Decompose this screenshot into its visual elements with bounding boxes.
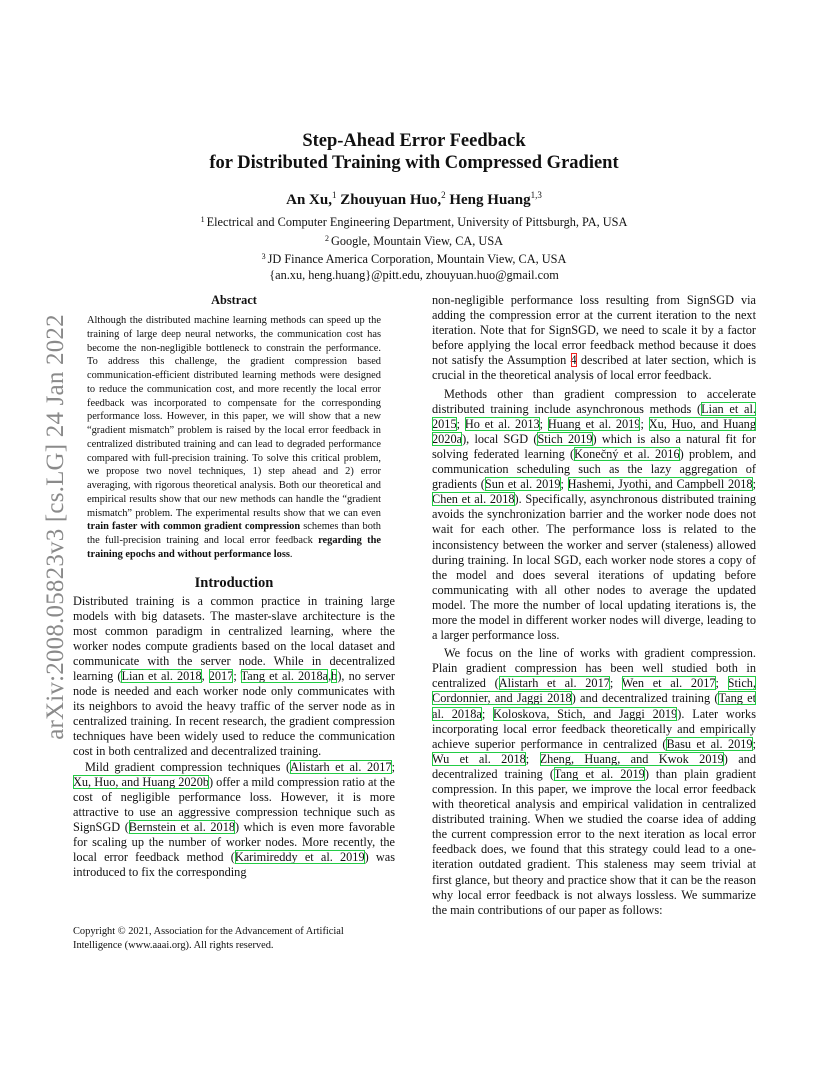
- text-run: ;: [752, 736, 756, 751]
- text-run: Methods other than gradient compression to accelerate distributed training include asynchronous methods (: [432, 386, 756, 416]
- text-run: ) than plain gradient compression. In this paper, we improve the local error feedback with theoretical analysis and empirical validation in centralized distributed training. When we studied the coarse idea of adding the current compression error to the next iteration as local error feedback does, we found that this strategy could lead to a one-iteration outdated gradient. This staleness may seem trivial at first glance, but theory and practice show that it can be the reason why local error feedback is not always lossless. We summarize the main contributions of our paper as follows:: [432, 766, 757, 917]
- affiliation-1-text: Electrical and Computer Engineering Department, University of Pittsburgh, PA, USA: [206, 215, 628, 229]
- text-run: ), local SGD (: [462, 431, 538, 446]
- right-column: [432, 293, 756, 918]
- author-2-affil-mark: 2: [441, 190, 446, 200]
- citation-link[interactable]: Ho et al. 2013: [464, 416, 540, 431]
- affil-mark-3: 3: [261, 252, 266, 261]
- text-run: ) which is even more favorable for scaling up the number of worker nodes. More recently, the local error feedback method (: [73, 819, 395, 865]
- right-paragraph-1: [432, 293, 756, 384]
- abstract-part: schemes than both the full-precision training and local error feedback: [87, 521, 381, 546]
- author-3: Heng Huang: [449, 192, 531, 208]
- text-run: ;: [391, 759, 395, 774]
- citation-link[interactable]: Tang et al. 2018a: [240, 668, 329, 683]
- citation-link[interactable]: Lian et al. 2018: [121, 668, 202, 683]
- affiliation-2-text: Google, Mountain View, CA, USA: [330, 233, 504, 248]
- assumption-reference-link[interactable]: 4: [570, 353, 577, 368]
- author-2: Zhouyuan Huo,: [340, 192, 442, 208]
- intro-paragraph-1: [73, 594, 395, 760]
- affiliations: [120, 212, 708, 283]
- text-run: ). Later works incorporating local error feedback theoretically and empirically achieve superior performance in centralized (: [432, 706, 756, 751]
- citation-link[interactable]: Karimireddy et al. 2019: [234, 850, 365, 865]
- affiliation-3-text: JD Finance America Corporation, Mountain View, CA, USA: [267, 252, 567, 266]
- citation-link[interactable]: b: [331, 668, 338, 683]
- left-column: [73, 293, 395, 880]
- citation-link[interactable]: Koloskova, Stich, and Jaggi 2019: [493, 706, 678, 721]
- citation-link[interactable]: Xu, Huo, and Huang 2020a: [432, 416, 756, 446]
- text-run: ;: [609, 676, 622, 691]
- text-run: ) which is also a natural fit for solving federated learning (: [432, 431, 757, 461]
- affil-mark-1: 1: [200, 215, 205, 224]
- text-run: ;: [640, 416, 649, 431]
- citation-link[interactable]: Stich 2019: [537, 431, 593, 446]
- text-run: ;: [456, 416, 465, 431]
- citation-link[interactable]: Konečný et al. 2016: [574, 446, 680, 461]
- citation-link[interactable]: Bernstein et al. 2018: [128, 819, 235, 834]
- citation-link[interactable]: Stich, Cordonnier, and Jaggi 2018: [432, 676, 757, 706]
- text-run: ) and decentralized training (: [432, 751, 756, 781]
- text-run: ;: [715, 676, 728, 691]
- affil-mark-2: 2: [324, 233, 329, 243]
- citation-link[interactable]: Chen et al. 2018: [432, 492, 515, 507]
- citation-link[interactable]: Wu et al. 2018: [432, 751, 526, 766]
- text-run: ,: [201, 668, 209, 683]
- right-paragraph-2: [432, 387, 756, 644]
- text-run: ;: [539, 416, 548, 431]
- text-run: ,: [328, 668, 332, 683]
- citation-link[interactable]: Tang et al. 2018a: [432, 691, 757, 721]
- author-1: An Xu,: [286, 192, 332, 208]
- text-run: ) offer a mild compression ratio at the cost of negligible performance loss. However, it is more attractive to use an aggressive compression technique such as SignSGD (: [73, 774, 395, 834]
- text-run: ). Specifically, asynchronous distributed training avoids the synchronization barrier and the worker node does not wait for each other. The performance loss is related to the inconsistency between the worker and server (staleness) allowed during training. In local SGD, each worker node stores a copy of the model and does several iterations of updating before communicating with all other nodes to average the updated model. The more the number of local updating iterations is, the more the model in different worker nodes will diverge, leading to a larger performance loss.: [432, 492, 756, 643]
- text-run: Mild gradient compression techniques (: [85, 759, 291, 774]
- citation-link[interactable]: Lian et al. 2015: [432, 401, 757, 431]
- author-1-affil-mark: 1: [331, 190, 337, 200]
- text-run: ), no server node is needed and each worker node only communicates with its neighbors to avoid the heavy traffic of the server node as in centralized training. In recent research, the gradient compression techniques have been widely used to reduce the communication cost in both centralized and decentralized training.: [73, 668, 395, 759]
- text-run: ;: [752, 477, 756, 492]
- text-run: ) problem, and communication scheduling such as the lazy aggregation of gradients (: [432, 446, 756, 492]
- text-run: We focus on the line of works with gradient compression. Plain gradient compression has been well studied both in centralized (: [432, 646, 756, 691]
- abstract-text: [87, 314, 381, 562]
- citation-link[interactable]: Hashemi, Jyothi, and Campbell 2018: [567, 477, 753, 492]
- author-emails: {an.xu, heng.huang}@pitt.edu, zhouyuan.huo@gmail.com: [269, 267, 559, 282]
- citation-link[interactable]: Alistarh et al. 2017: [290, 759, 392, 774]
- section-heading-introduction: Introduction: [194, 574, 274, 591]
- abstract-part: Although the distributed machine learning methods can speed up the training of large deep neural networks, the communication cost has become the non-negligible bottleneck to constrain the performance. To address this challenge, the gradient compression based communication-efficient distributed learning methods were designed to reduce the communication cost, and more recently the local error feedback was incorporated to compensate for the corresponding performance loss. However, in this paper, we will show that a new “gradient mismatch” problem is raised by the local error feedback in centralized distributed training and can lead to degraded performance compared with full-precision training. To solve this critical problem, we propose two novel techniques, 1) step ahead and 2) error averaging, with rigorous theoretical analysis. Both our theoretical and empirical results show that our new methods can handle the “gradient mismatch” problem. The experimental results show that we can even: [87, 315, 381, 519]
- copyright-notice: Copyright © 2021, Association for the Advancement of Artificial Intelligence (www.aaai.org). All rights reserved.: [73, 926, 344, 951]
- citation-link[interactable]: Zheng, Huang, and Kwok 2019: [539, 751, 724, 766]
- citation-link[interactable]: Sun et al. 2019: [484, 477, 561, 492]
- text-run: ) and decentralized training (: [571, 691, 719, 706]
- arxiv-stamp-text: arXiv:2008.05823v3 [cs.LG] 24 Jan 2022: [42, 314, 69, 740]
- text-run: ;: [481, 706, 494, 721]
- author-list: [120, 190, 708, 209]
- citation-link[interactable]: Tang et al. 2019: [553, 766, 645, 781]
- right-paragraph-3: [432, 646, 756, 918]
- title-line-1: Step-Ahead Error Feedback: [302, 131, 526, 151]
- text-run: ;: [233, 668, 241, 683]
- citation-link[interactable]: Alistarh et al. 2017: [498, 676, 610, 691]
- text-run: Distributed training is a common practice in training large models with big datasets. The master-slave architecture is the most common paradigm in centralized learning, where the worker nodes compute gradients based on the local dataset and communicate with the server node. While in decentralized learning (: [73, 593, 395, 683]
- abstract-part: .: [289, 548, 293, 560]
- author-3-affil-mark: 1,3: [530, 190, 542, 200]
- citation-link[interactable]: Basu et al. 2019: [666, 736, 753, 751]
- abstract-bold: regarding the training epochs and without performance loss: [87, 535, 381, 560]
- text-run: ;: [525, 751, 540, 766]
- citation-link[interactable]: Xu, Huo, and Huang 2020b: [73, 774, 209, 789]
- affiliation-3: [120, 249, 708, 268]
- text-run: ) was introduced to fix the corresponding: [73, 850, 395, 880]
- text-run: described at later section, which is crucial in the theoretical analysis of local error feedback.: [432, 353, 756, 383]
- text-run: ;: [560, 477, 568, 492]
- affiliation-1: [120, 212, 708, 231]
- paper-title: [120, 130, 708, 174]
- intro-paragraph-2: [73, 760, 395, 881]
- affiliation-2: [120, 231, 708, 250]
- abstract-bold: train faster with common gradient compression: [87, 521, 301, 533]
- citation-link[interactable]: Huang et al. 2019: [547, 416, 641, 431]
- citation-link[interactable]: Wen et al. 2017: [621, 676, 716, 691]
- title-line-2: for Distributed Training with Compressed Gradient: [209, 153, 619, 173]
- citation-link[interactable]: 2017: [208, 668, 234, 683]
- text-run: non-negligible performance loss resulting from SignSGD via adding the compression error at the current iteration to the next iteration. Note that for SignSGD, we need to scale it by a factor before applying the local error feedback method because it does not satisfy the Assumption: [432, 293, 756, 368]
- abstract-heading: Abstract: [211, 293, 257, 307]
